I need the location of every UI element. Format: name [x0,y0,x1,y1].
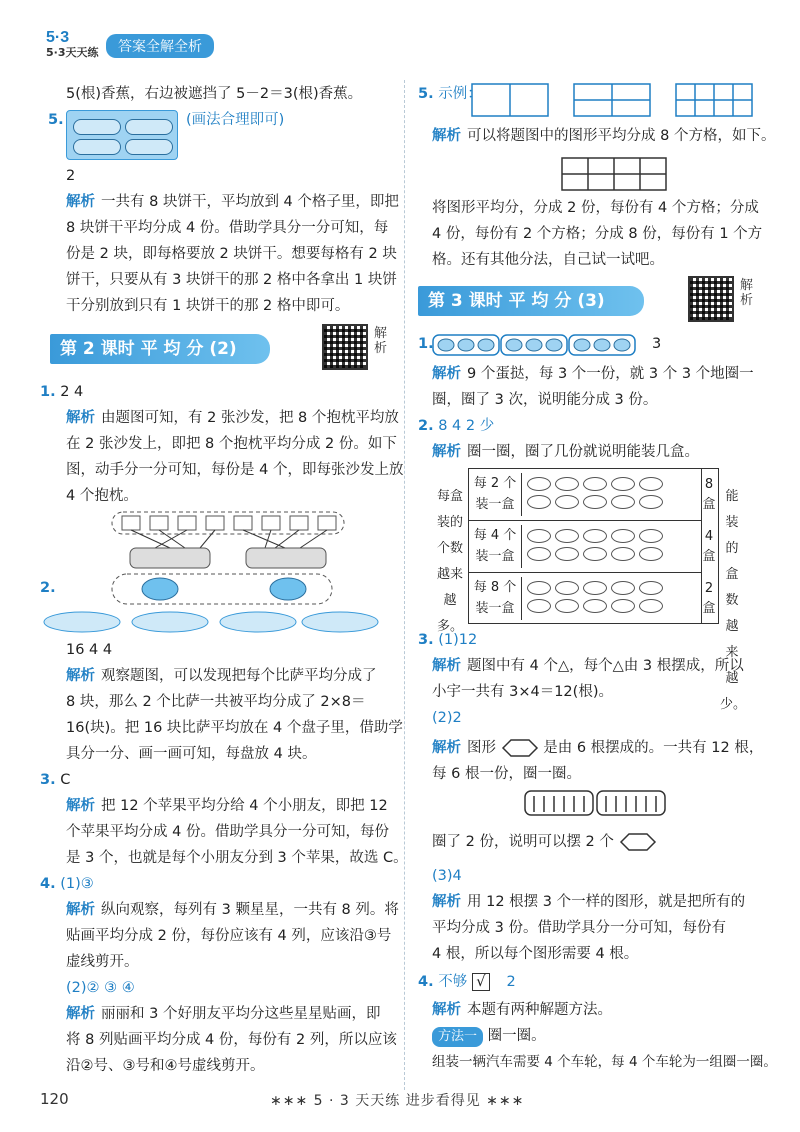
q2-exp-line-1: 解析 观察题图，可以发现把每个比萨平均分成了 [66,668,377,684]
tray-cell [73,139,121,155]
r-q4-answer-b: 2 [506,974,516,990]
tray-cell [125,119,173,135]
q2-answer: 16 4 4 [66,642,113,658]
analysis-label: 解析 [66,668,95,684]
q5-exp-line-2: 8 块饼干平均分成 4 份。借助学具分一分可知，每 [66,220,389,236]
table-row: 每 8 个 装一盒 [469,573,701,623]
r-q3-number: 3. [418,632,434,648]
tray-cell [73,119,121,135]
svg-text:5·3: 5·3 [46,29,70,46]
q2-exp-line-2: 8 块，那么 2 个比萨一共被平均分成了 2×8＝ [66,694,366,710]
lesson-3-title: 第 3 课时 平 均 分 (3) [418,286,644,316]
example-grids-figure [470,82,760,120]
r-q4-number: 4. [418,974,434,990]
qr-code[interactable] [688,276,734,322]
q5-exp-line-3: 份是 2 块，即每格要放 2 块饼干。想要每格有 2 块 [66,246,397,262]
r-q4-answer-a: 不够 [438,974,468,990]
analysis-label: 解析 [432,128,461,144]
analysis-label: 解析 [66,798,95,814]
hexagon-icon [619,832,657,852]
r-q5-exp-line-1: 解析 可以将题图中的图形平均分成 8 个方格，如下。 [432,128,776,144]
q4-exp1-line-2: 贴画平均分成 2 份，每份应该有 4 列，应该沿③号 [66,928,392,944]
q4-exp2-line-3: 沿②号、③号和④号虚线剪开。 [66,1058,265,1074]
q3-exp-line-1: 解析 把 12 个苹果平均分给 4 个小朋友，即把 12 [66,798,388,814]
page-number: 120 [40,1090,69,1108]
r-q3-part-1: (1)12 [438,632,478,648]
q3-exp-line-3: 是 3 个，也就是每个小朋友分到 3 个苹果，故选 C。 [66,850,408,866]
tray-cell [125,139,173,155]
q2-exp-line-4: 具分一分、画一画可知，每盘放 4 块。 [66,746,317,762]
analysis-label: 解析 [66,1006,95,1022]
q3-number: 3. [40,772,56,788]
column-divider [404,80,405,1090]
analysis-label: 解析 [66,902,95,918]
analysis-label: 解析 [66,194,95,210]
r-q1-exp-line-2: 圈，圈了 3 次，说明能分成 3 份。 [432,392,658,408]
r-q4-method-line: 方法一 圈一圈。 [432,1026,546,1047]
pizza-plates-figure [40,572,380,636]
q3-exp-line-2: 个苹果平均分成 4 份。借助学具分一分可知，每份 [66,824,389,840]
cookie-tray-figure [66,110,178,160]
egg-tart-figure [432,334,638,356]
q4-number: 4. [40,876,56,892]
r-q3-exp2-line-2: 每 6 根一份，圈一圈。 [432,766,581,782]
q1-answer: 2 4 [60,384,84,400]
intro-line: 5(根)香蕉，右边被遮挡了 5－2＝3(根)香蕉。 [66,86,363,102]
q4-exp2-line-1: 解析 丽丽和 3 个好朋友平均分这些星星贴画，即 [66,1006,381,1022]
q1-exp-line-2: 在 2 张沙发上，即把 8 个抱枕平均分成 2 份。如下 [66,436,397,452]
q4-exp2-line-2: 将 8 列贴画平均分成 4 份，每份有 2 列，所以应该 [66,1032,397,1048]
r-q5-more-line-3: 格。还有其他分法，自己试一试吧。 [432,252,664,268]
q4-line [40,874,94,894]
r-q2-exp: 解析 圈一圈，圈了几份就说明能装几盒。 [432,444,699,460]
q3-line [40,770,70,790]
check-box: √ [472,973,490,991]
r-q3-part-3: (3)4 [432,868,462,884]
r-q5-more-line-2: 4 份，每份有 2 个方格；分成 8 份，每份有 1 个方 [432,226,763,242]
r-q5-label: 示例： [438,86,482,102]
r-q3-exp3-line-3: 4 根，所以每个图形需要 4 根。 [432,946,639,962]
r-q3-exp3-line-1: 解析 用 12 根摆 3 个一样的图形，就是把所有的 [432,894,746,910]
q2-exp-line-3: 16(块)。把 16 块比萨平均放在 4 个盘子里，借助学 [66,720,403,736]
analysis-label: 解析 [432,658,461,674]
cookie-groups [525,475,697,511]
q4-part-1: (1)③ [60,876,94,892]
analysis-label: 解析 [432,740,461,756]
q1-exp-line-1: 解析 由题图可知，有 2 张沙发，把 8 个抱枕平均放 [66,410,399,426]
method-badge: 方法一 [432,1027,483,1047]
qr-code[interactable] [322,324,368,370]
eight-grid-figure [560,156,668,192]
q2-number: 2. [40,580,56,596]
table-row: 每 2 个 装一盒 [469,469,701,521]
analysis-label: 解析 [66,410,95,426]
q5-note: (画法合理即可) [186,112,285,128]
r-q5-number: 5. [418,86,434,102]
r-q3-exp2-line-3: 圈了 2 份，说明可以摆 2 个 [432,832,657,852]
r-q5-more-line-1: 将图形平均分，分成 2 份，每份有 4 个方格；分成 [432,200,759,216]
q5-number: 5. [48,112,64,128]
r-q3-exp1-line-2: 小宇一共有 3×4＝12(根)。 [432,684,613,700]
q5-exp-line-5: 干分别放到只有 1 块饼干的那 2 格中即可。 [66,298,350,314]
q5-exp-line-1: 解析 一共有 8 块饼干，平均放到 4 个格子里，即把 [66,194,399,210]
r-q1-number: 1. [418,336,434,352]
r-q2-number: 2. [418,418,434,434]
table-count-column: 8 盒 4 盒 2 盒 [700,468,719,624]
analysis-label: 解析 [432,1002,461,1018]
q1-exp-line-4: 4 个抱枕。 [66,488,138,504]
q4-exp1-line-1: 解析 纵向观察，每列有 3 颗星星，一共有 8 列。将 [66,902,399,918]
analysis-label: 解析 [432,366,461,382]
q5-answer: 2 [66,168,76,184]
r-q2-answer: 8 4 2 少 [438,418,495,434]
q4-part-2: (2)② ③ ④ [66,980,135,996]
q4-exp1-line-3: 虚线剪开。 [66,954,139,970]
cookie-groups [525,579,697,615]
r-q3-exp1-line-1: 解析 题图中有 4 个△，每个△由 3 根摆成，所以 [432,658,744,674]
r-q4-line [418,972,516,992]
qr-label: 解析 [374,326,388,356]
table-body [468,468,702,624]
brand-logo [44,26,99,59]
qr-label: 解析 [740,278,754,308]
r-q3-exp2-line-1: 解析 图形 是由 6 根摆成的。一共有 12 根， [432,740,764,756]
brand-logo-text: 5·3天天练 [46,46,99,59]
q3-answer: C [60,772,71,788]
r-q4-exp: 解析 本题有两种解题方法。 [432,1002,612,1018]
r-q4-last: 组装一辆汽车需要 4 个车轮，每 4 个车轮为一组圈一圈。 [432,1054,777,1070]
q1-number: 1. [40,384,56,400]
header-tag: 答案全解全析 [106,34,214,58]
r-q3-part-2: (2)2 [432,710,462,726]
r-q1-answer: 3 [652,336,662,352]
r-q3-exp3-line-2: 平均分成 3 份。借助学具分一分可知，每份有 [432,920,726,936]
footer-slogan: ∗∗∗ 5 · 3 天天练 进步看得见 ∗∗∗ [270,1093,525,1109]
table-left-label: 每盒 装的 个数 越来 越多。 [436,489,463,634]
r-q3-line [418,630,477,650]
q5-exp-line-4: 饼干，只要从有 3 块饼干的那 2 格中各拿出 1 块饼 [66,272,397,288]
table-row: 每 4 个 装一盒 [469,521,701,573]
table-right-label: 能装 的盒 数越 来越 少。 [720,489,747,712]
cookie-groups [525,527,697,563]
analysis-label: 解析 [432,894,461,910]
matchstick-groups-figure [524,790,666,816]
sofa-pillow-figure [110,510,346,574]
q1-exp-line-3: 图，动手分一分可知，每份是 4 个，即每张沙发上放 [66,462,404,478]
r-q1-exp-line-1: 解析 9 个蛋挞，每 3 个一份，就 3 个 3 个地圈一 [432,366,754,382]
q1-line [40,382,83,402]
analysis-label: 解析 [432,444,461,460]
r-q2-line [418,416,494,436]
hexagon-icon [501,738,539,758]
lesson-2-title: 第 2 课时 平 均 分 (2) [50,334,270,364]
